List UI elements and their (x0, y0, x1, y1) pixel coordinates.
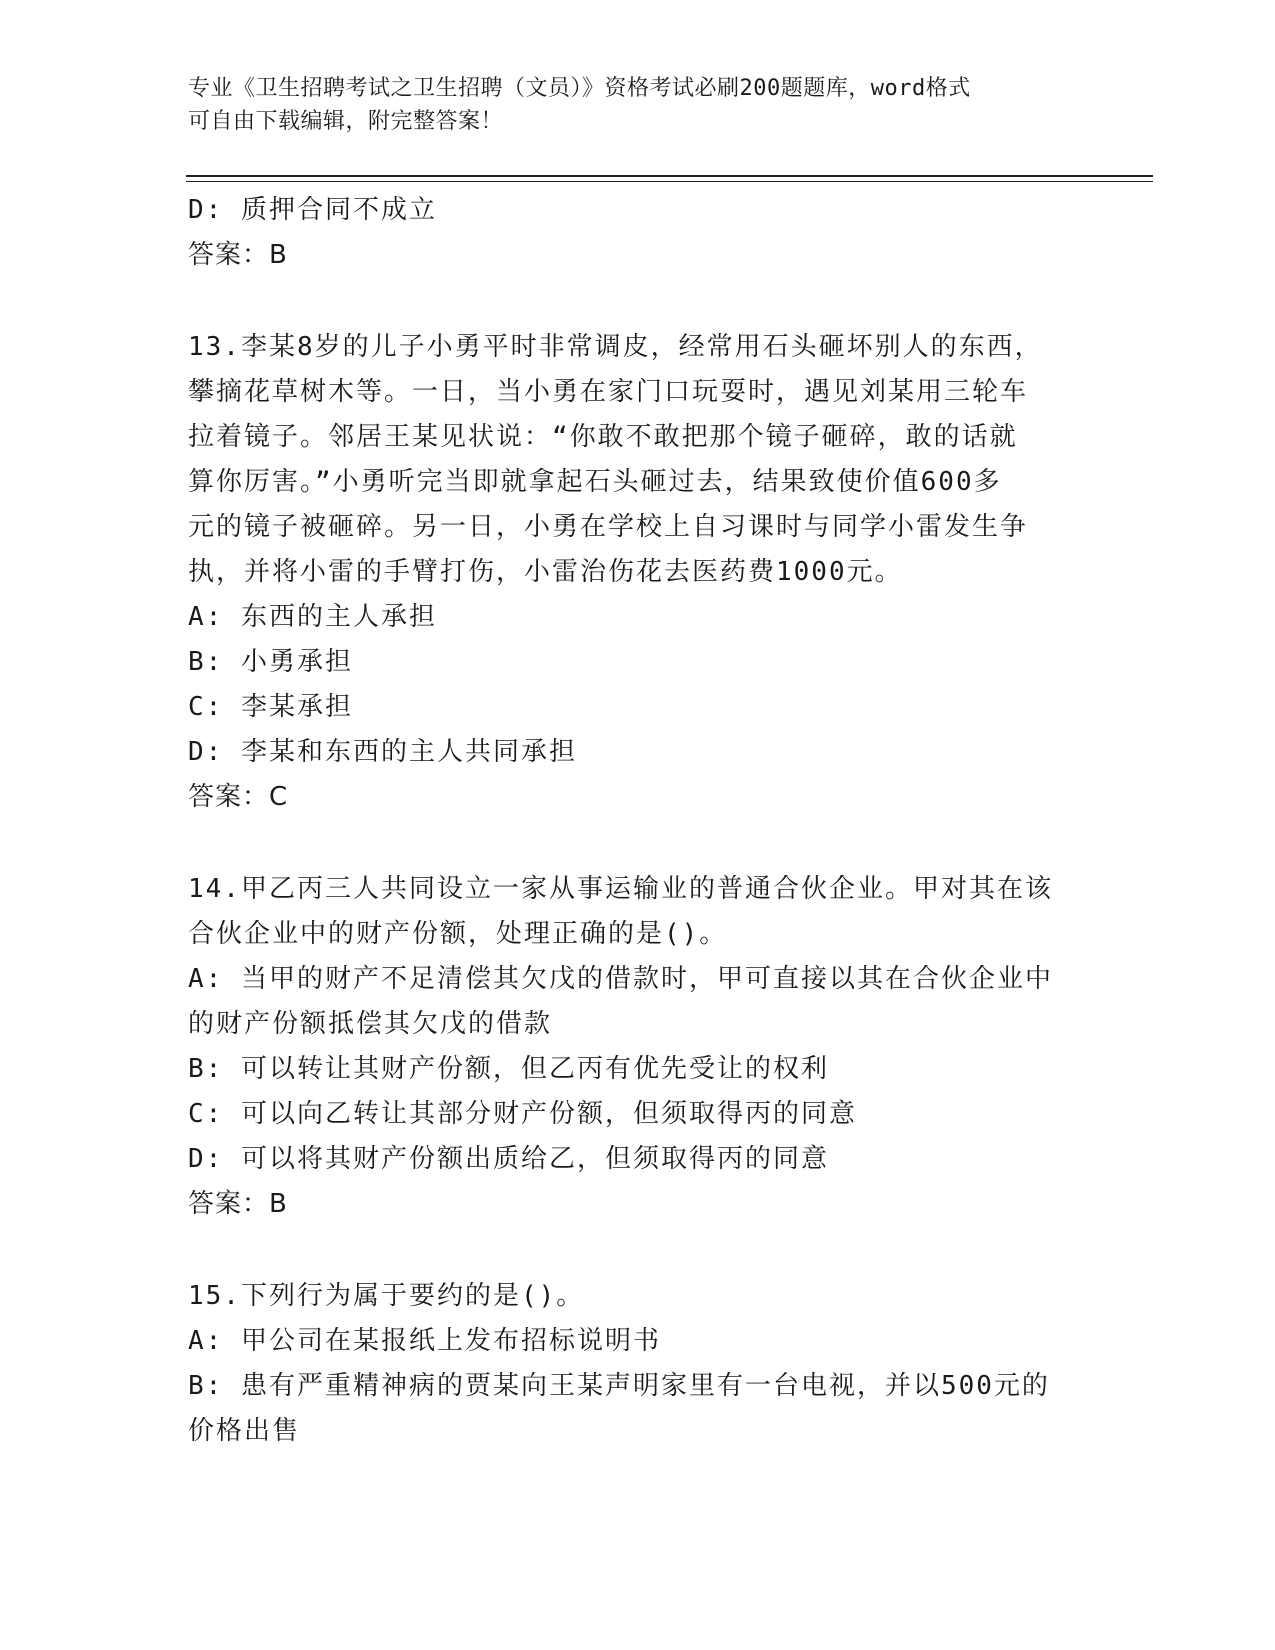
question-13 (188, 325, 1088, 820)
option-c: C: 李某承担 (188, 692, 353, 722)
document-body (188, 188, 1088, 1454)
header-line: 可自由下载编辑，附完整答案！ (188, 109, 504, 134)
question-stem-line: 14.甲乙丙三人共同设立一家从事运输业的普通合伙企业。甲对其在该 (188, 874, 1053, 904)
answer: 答案：C (188, 782, 289, 812)
question-stem-line: 执，并将小雷的手臂打伤，小雷治伤花去医药费1000元。 (188, 557, 903, 587)
option-d: D: 可以将其财产份额出质给乙，但须取得丙的同意 (188, 1144, 829, 1174)
option-a: A: 甲公司在某报纸上发布招标说明书 (188, 1326, 661, 1356)
question-stem-line: 攀摘花草树木等。一日，当小勇在家门口玩耍时，遇见刘某用三轮车 (188, 377, 1029, 407)
option-b: B: 小勇承担 (188, 647, 353, 677)
option-b: B: 可以转让其财产份额，但乙丙有优先受让的权利 (188, 1054, 829, 1084)
header-rule-thin (186, 181, 1153, 182)
question-14 (188, 867, 1088, 1227)
question-stem-line: 算你厉害。”小勇听完当即就拿起石头砸过去，结果致使价值600多 (188, 467, 1002, 497)
prev-answer: 答案：B (188, 240, 288, 270)
option-d: D: 李某和东西的主人共同承担 (188, 737, 577, 767)
option-c: C: 可以向乙转让其部分财产份额，但须取得丙的同意 (188, 1099, 857, 1129)
question-stem-line: 元的镜子被砸碎。另一日，小勇在学校上自习课时与同学小雷发生争 (188, 512, 1029, 542)
option-a-continued: 的财产份额抵偿其欠戊的借款 (188, 1009, 553, 1039)
prev-option-d: D: 质押合同不成立 (188, 195, 437, 225)
option-a: A: 东西的主人承担 (188, 602, 437, 632)
header-line: 专业《卫生招聘考试之卫生招聘（文员）》资格考试必刷200题题库，word格式 (188, 76, 971, 101)
question-stem-line: 拉着镜子。邻居王某见状说：“你敢不敢把那个镜子砸碎，敢的话就 (188, 422, 1018, 452)
answer: 答案：B (188, 1189, 288, 1219)
question-stem-line: 15.下列行为属于要约的是()。 (188, 1281, 585, 1311)
option-b-continued: 价格出售 (188, 1416, 301, 1446)
question-stem-line: 13.李某8岁的儿子小勇平时非常调皮，经常用石头砸坏别人的东西， (188, 332, 1043, 362)
option-a: A: 当甲的财产不足清偿其欠戊的借款时，甲可直接以其在合伙企业中 (188, 964, 1053, 994)
question-stem-line: 合伙企业中的财产份额，处理正确的是()。 (188, 919, 728, 949)
header-rule-thick (186, 175, 1153, 177)
document-header (188, 72, 1088, 138)
question-15 (188, 1274, 1088, 1454)
option-b: B: 患有严重精神病的贾某向王某声明家里有一台电视，并以500元的 (188, 1371, 1050, 1401)
